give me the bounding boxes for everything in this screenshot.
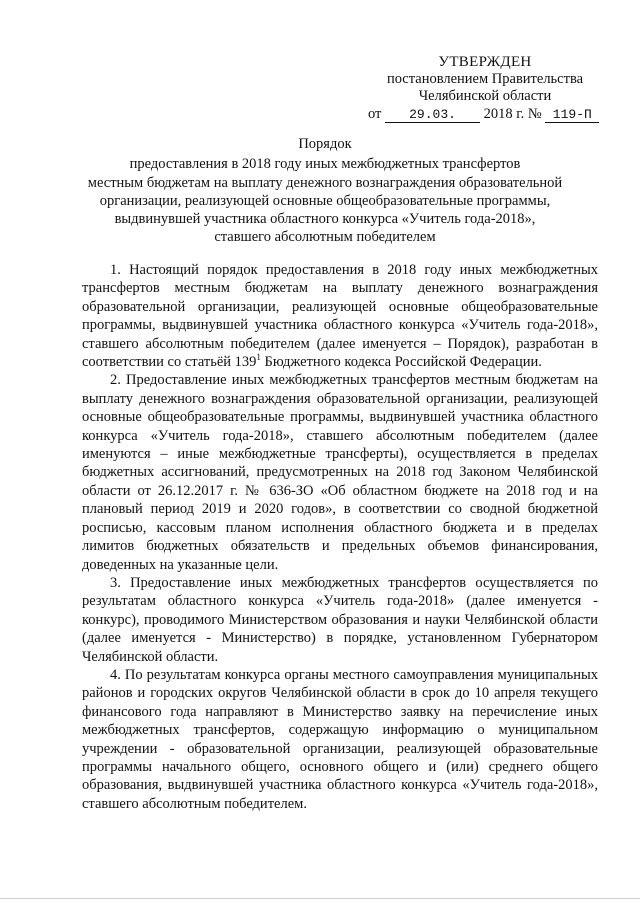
approval-stamp [360, 54, 610, 123]
date-value: 29.03. [385, 108, 480, 123]
date-prefix: от [368, 106, 382, 122]
approval-date-line [360, 106, 610, 123]
title-line: выдвинувшей участника областного конкурса «Учитель года-2018», [114, 211, 536, 228]
paragraph-4: 4. По результатам конкурса органы местного самоуправления муниципальных районов и городских округов Челябинской области в срок до 10 апреля текущего финансового года направляют в Министерство заявку на перечисление иных межбюджетных трансфертов, содержащую информацию о муниципальном учреждении - образовательной организации, реализующей образовательные программы начального общего, основного общего и (или) среднего общего образования, выдвинувшей участника областного конкурса «Учитель года-2018», ставшего абсолютным победителем. [82, 666, 598, 812]
year-text: 2018 г. № [483, 106, 542, 122]
article-superscript: 1 [256, 352, 261, 363]
approval-line-1: постановлением Правительства [386, 71, 584, 87]
title-main: Порядок [298, 136, 352, 152]
title-line: местным бюджетам на выплату денежного вознаграждения образовательной [87, 174, 563, 191]
approval-heading: УТВЕРЖДЕН [438, 54, 532, 70]
paragraph-3: 3. Предоставление иных межбюджетных трансфертов осуществляется по результатам областного конкурса «Учитель года-2018» (далее именуется - конкурс), проводимого Министерством образования и науки Челябинской области (далее именуется - Министерство) в порядке, установленном Губернатором Челябинской области. [82, 574, 598, 665]
title-line: предоставления в 2018 году иных межбюджетных трансфертов [129, 156, 521, 173]
paragraph-1: 1. Настоящий порядок предоставления в 2018 году иных межбюджетных трансфертов местным бюджетам на выплату денежного вознаграждения образовательной организации, реализующей основные общеобразовательные программы, выдвинувшей участника областного конкурса «Учитель года-2018», ставшего абсолютным победителем (далее именуется – Порядок), разработан в соответствии со статьёй $139^1$ Бюджетного кодекса Российской Федерации. [82, 262, 598, 371]
document-body [82, 261, 598, 813]
page-bottom-edge [0, 898, 640, 899]
document-number: 119-П [545, 108, 599, 123]
title-line: ставшего абсолютным победителем [214, 229, 436, 246]
title-line: организации, реализующей основные общеобразовательные программы, [99, 192, 551, 209]
approval-line-2: Челябинской области [418, 88, 552, 104]
document-title [60, 135, 590, 247]
paragraph-2: 2. Предоставление иных межбюджетных трансфертов местным бюджетам на выплату денежного вознаграждения образовательной организации, реализующей основные общеобразовательные программы, выдвинувшей участника областного конкурса «Учитель года-2018», ставшего абсолютным победителем (далее именуются – иные межбюджетные трансферты), осуществляется в пределах бюджетных ассигнований, предусмотренных на 2018 год Законом Челябинской области от 26.12.2017 г. № 636-ЗО «Об областном бюджете на 2018 год и на плановый период 2019 и 2020 годов», в соответствии со сводной бюджетной росписью, кассовым планом исполнения областного бюджета и в пределах лимитов бюджетных обязательств и предельных объемов финансирования, доведенных на указанные цели. [82, 372, 598, 573]
